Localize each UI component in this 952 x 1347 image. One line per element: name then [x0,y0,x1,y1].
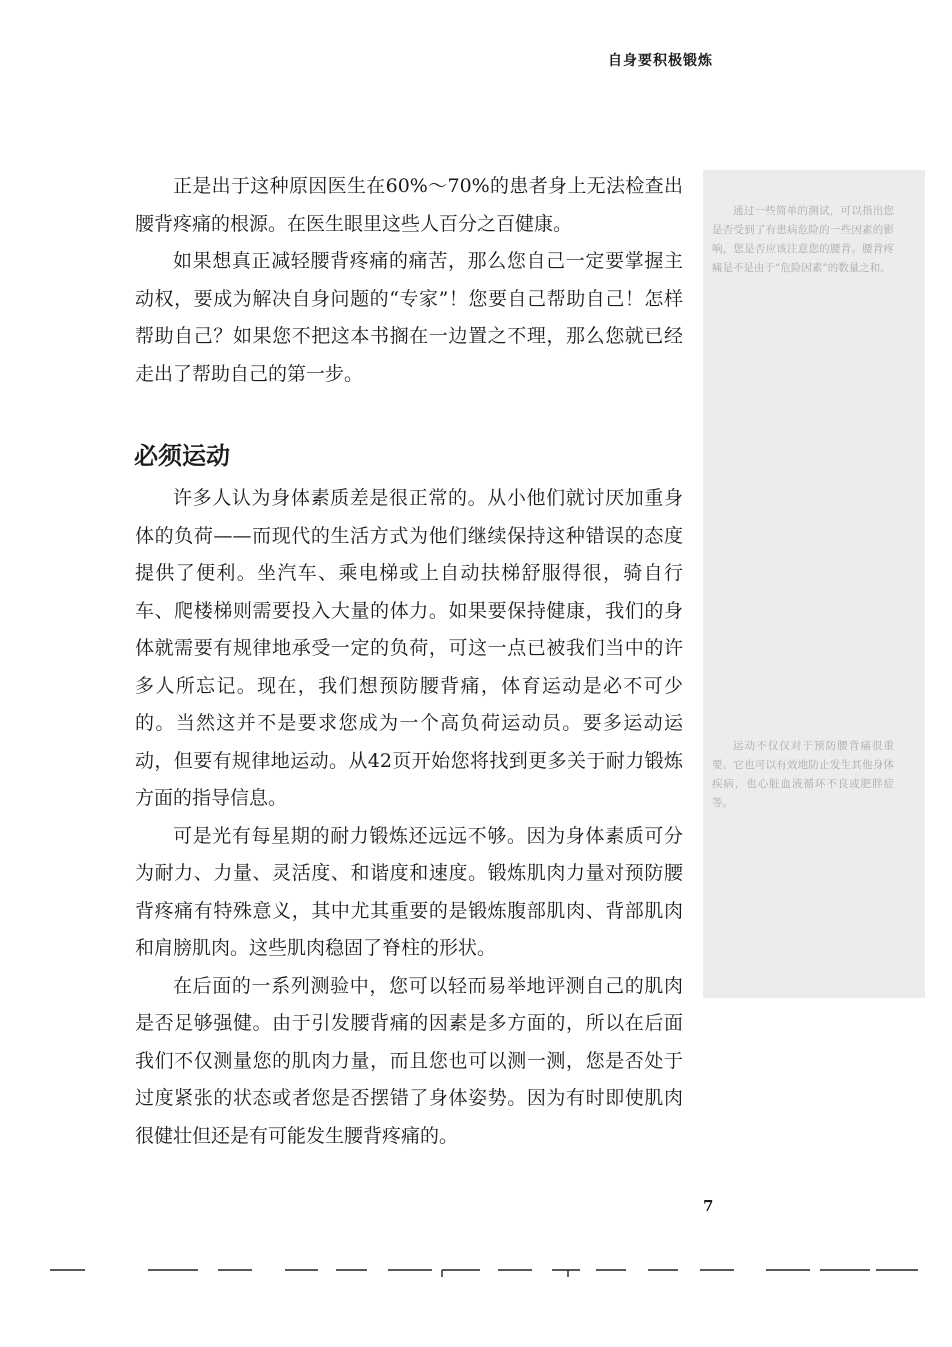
sidebar-note: 通过一些简单的测试，可以指出您是否受到了有患病危险的一些因素的影响，您是否应该注意您的腰背。腰背疼痛是不是由于“危险因素”的数量之和。 [712,205,894,274]
running-header: 自身要积极锻炼 [608,53,713,69]
body-paragraph: 许多人认为身体素质差是很正常的。从小他们就讨厌加重身体的负荷——而现代的生活方式为他们继续保持这种错误的态度提供了便利。坐汽车、乘电梯或上自动扶梯舒服得很，骑自行车、爬楼梯则需要投入大量的体力。如果要保持健康，我们的身体就需要有规律地承受一定的负荷，可这一点已被我们当中的许多人所忘记。现在，我们想预防腰背痛，体育运动是必不可少的。当然这并不是要求您成为一个高负荷运动员。要多运动运动，但要有规律地运动。从42页开始您将找到更多关于耐力锻炼方面的指导信息。 [135,487,683,809]
body-paragraph: 如果想真正减轻腰背疼痛的痛苦，那么您自己一定要掌握主动权，要成为解决自身问题的“专家”！您要自己帮助自己！怎样帮助自己？如果您不把这本书搁在一边置之不理，那么您就已经走出了帮助自己的第一步。 [135,250,683,385]
intro-text [135,168,683,393]
body-paragraph: 可是光有每星期的耐力锻炼还远远不够。因为身体素质可分为耐力、力量、灵活度、和谐度和速度。锻炼肌肉力量对预防腰背疼痛有特殊意义，其中尤其重要的是锻炼腹部肌肉、背部肌肉和肩膀肌肉。这些肌肉稳固了脊柱的形状。 [135,824,683,959]
body-paragraph: 正是出于这种原因医生在60%～70%的患者身上无法检查出腰背疼痛的根源。在医生眼里这些人百分之百健康。 [135,175,683,235]
margin-sidebar [703,170,925,998]
sidebar-note: 运动不仅仅对于预防腰背痛很重要。它也可以有效地防止发生其他身体疾病，也心脏血液循环不良或肥胖症等。 [712,740,894,809]
section-text [135,480,683,1155]
page-number: 7 [703,1197,714,1215]
section-heading: 必须运动 [134,442,230,470]
scan-artifact-rule [40,1262,920,1278]
body-paragraph: 在后面的一系列测验中，您可以轻而易举地评测自己的肌肉是否足够强健。由于引发腰背痛的因素是多方面的，所以在后面我们不仅测量您的肌肉力量，而且您也可以测一测，您是否处于过度紧张的状态或者您是否摆错了身体姿势。因为有时即使肌肉很健壮但还是有可能发生腰背疼痛的。 [135,974,683,1147]
